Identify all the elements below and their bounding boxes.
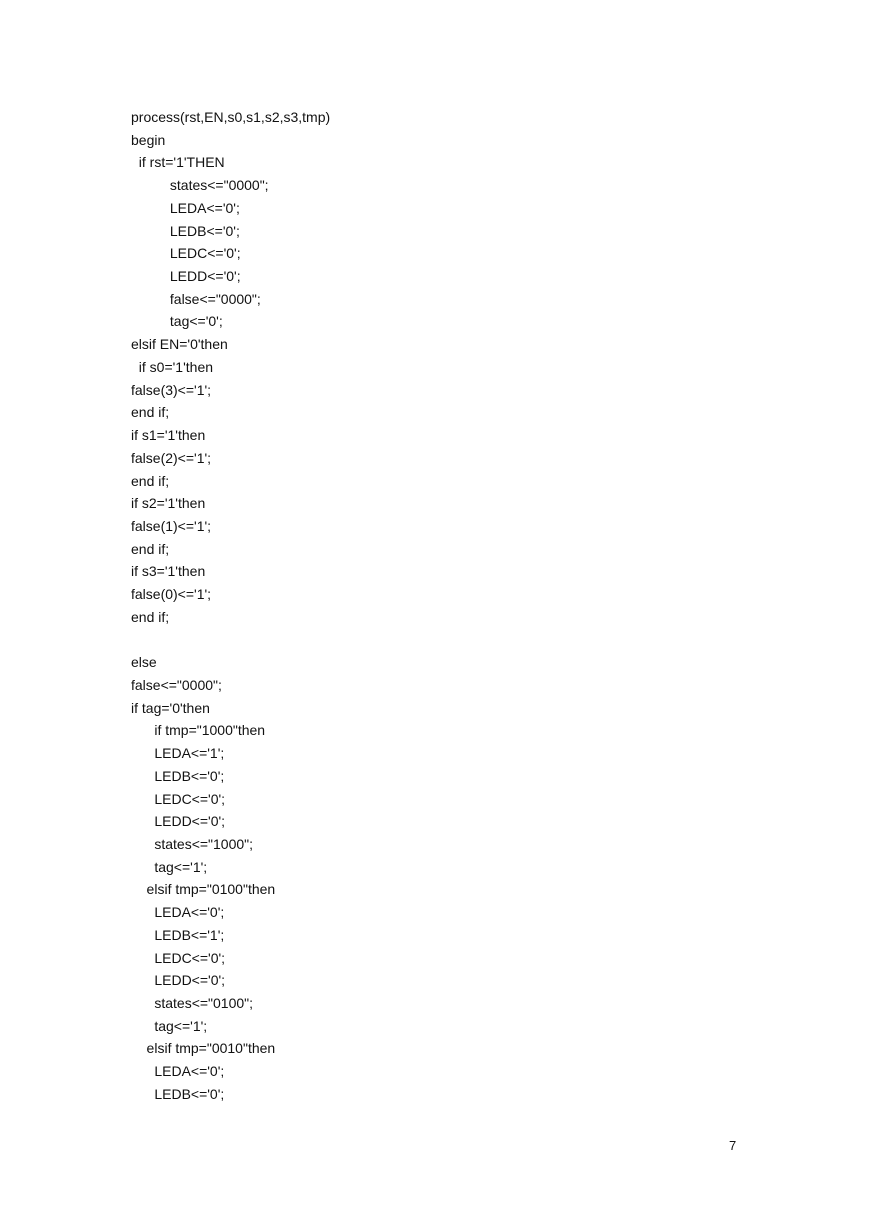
code-line: LEDB<='0'; xyxy=(131,1085,225,1102)
code-line: false<="0000"; xyxy=(131,676,222,693)
code-line: false<="0000"; xyxy=(131,290,261,307)
code-line: LEDD<='0'; xyxy=(131,972,226,989)
code-line: false(0)<='1'; xyxy=(131,586,212,603)
code-line: tag<='1'; xyxy=(131,858,208,875)
code-line: if s1='1'then xyxy=(131,427,206,444)
code-line: states<="1000"; xyxy=(131,836,254,852)
code-line: end if; xyxy=(131,404,170,421)
code-line: if rst='1'THEN xyxy=(131,154,225,171)
code-line: tag<='1'; xyxy=(131,1017,208,1034)
blank-line xyxy=(131,629,330,652)
code-line: LEDC<='0'; xyxy=(131,949,226,966)
code-line: else xyxy=(131,654,157,671)
code-line: elsif tmp="0100"then xyxy=(131,881,276,898)
code-line: false(1)<='1'; xyxy=(131,517,212,534)
code-line: false(2)<='1'; xyxy=(131,449,212,466)
code-line: LEDA<='0'; xyxy=(131,199,240,216)
code-line: elsif EN='0'then xyxy=(131,336,228,353)
code-line: end if; xyxy=(131,472,170,489)
code-line: elsif tmp="0010"then xyxy=(131,1040,276,1057)
code-line: tag<='0'; xyxy=(131,313,223,330)
code-line: if tmp="1000"then xyxy=(131,722,266,739)
code-line: end if; xyxy=(131,608,170,625)
code-line: if tag='0'then xyxy=(131,699,210,716)
code-line: if s3='1'then xyxy=(131,563,206,580)
code-line: LEDD<='0'; xyxy=(131,813,226,830)
code-line: LEDC<='0'; xyxy=(131,790,226,807)
code-line: LEDA<='1'; xyxy=(131,745,225,762)
page-number: 7 xyxy=(729,1138,737,1153)
code-line: LEDD<='0'; xyxy=(131,268,241,285)
code-line: end if; xyxy=(131,540,170,557)
code-block xyxy=(131,106,330,1106)
code-line: if s0='1'then xyxy=(131,358,214,375)
code-line: LEDB<='1'; xyxy=(131,926,225,943)
code-line: states<="0000"; xyxy=(131,177,269,194)
code-line: LEDB<='0'; xyxy=(131,222,240,239)
code-line: LEDA<='0'; xyxy=(131,1063,225,1080)
code-line: states<="0100"; xyxy=(131,995,254,1012)
code-line: if s2='1'then xyxy=(131,495,206,512)
code-line: process(rst,EN,s0,s1,s2,s3,tmp) xyxy=(131,109,331,125)
code-line: false(3)<='1'; xyxy=(131,381,212,398)
code-line: begin xyxy=(131,131,166,148)
code-line: LEDB<='0'; xyxy=(131,767,225,784)
code-line: LEDC<='0'; xyxy=(131,245,241,262)
code-line: LEDA<='0'; xyxy=(131,904,225,921)
